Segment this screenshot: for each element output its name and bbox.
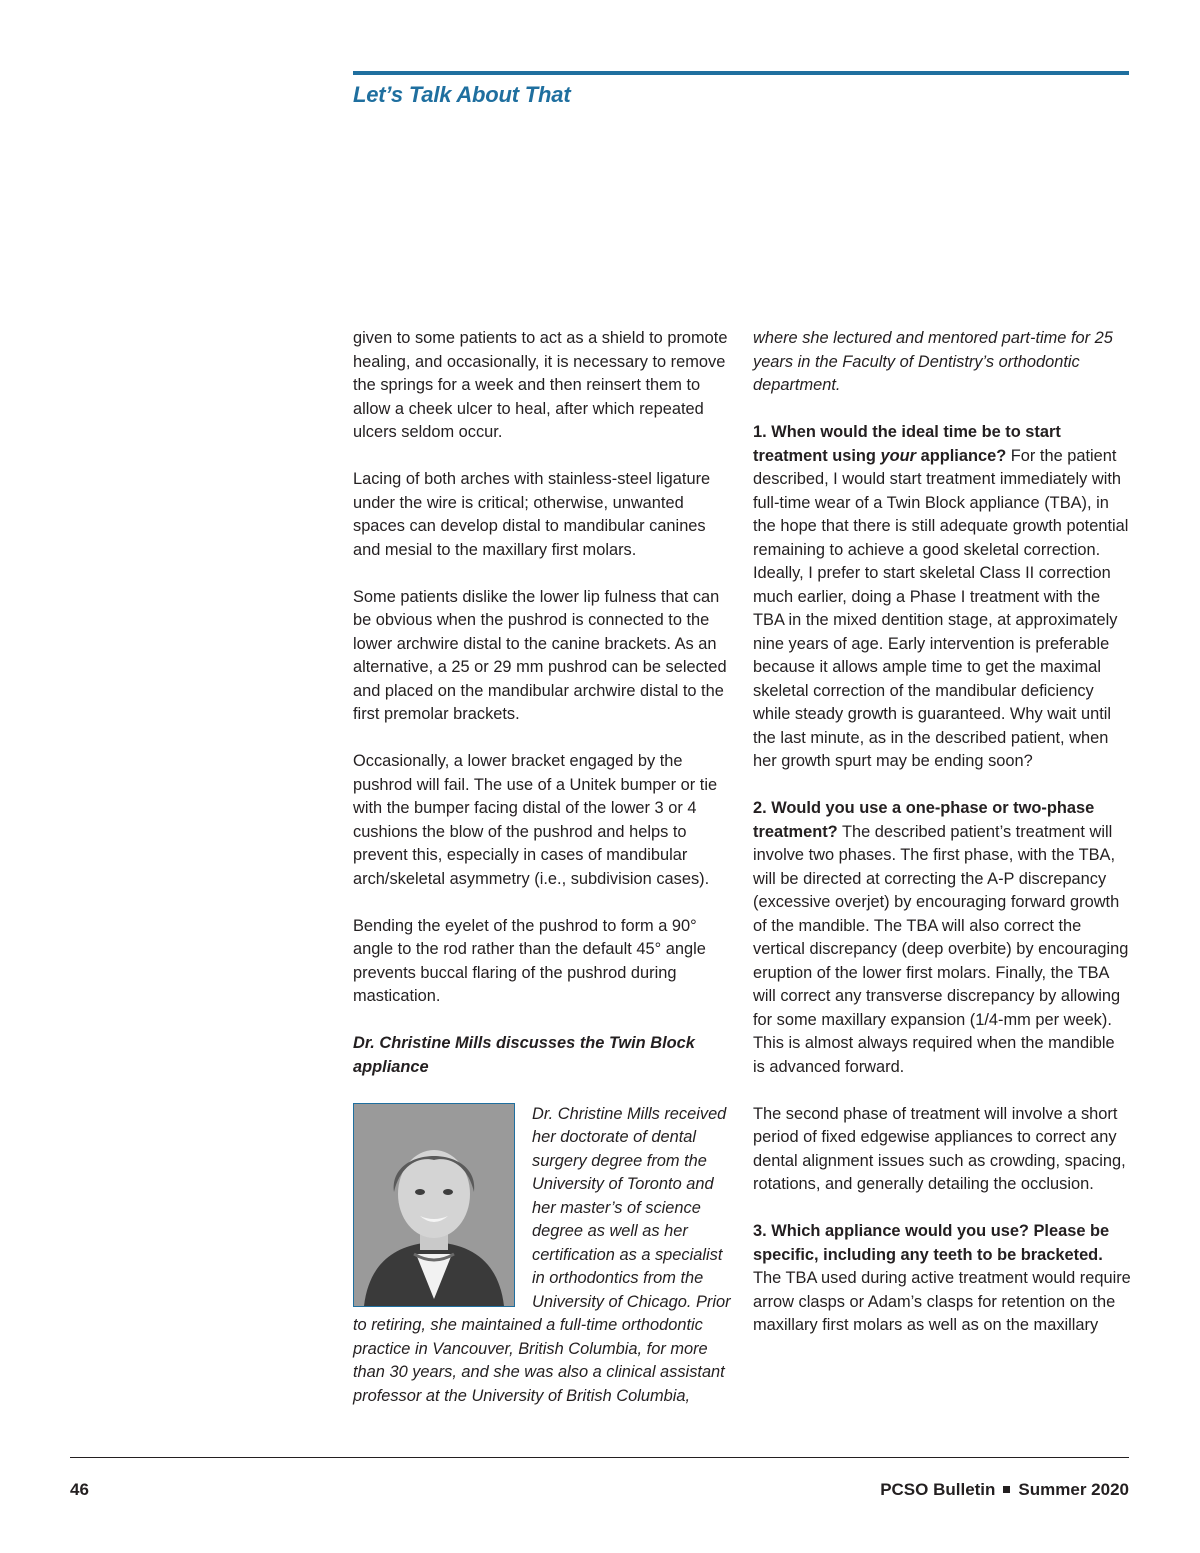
author-bio: Dr. Christine Mills received her doctorate of dental surgery degree from the University of Toronto and her master’s of science degree as well as her certification as a specialist in orthodontics from the University of Chicago. Prior to retiring, she maintained a full-time orthodontic practice in Vancouver, British Columbia, for more than 30 years, and she was also a clinical assistant professor at the University of British Columbia, (353, 1104, 731, 1405)
right-column (753, 327, 1131, 1361)
question-2-answer-continued: The second phase of treatment will involve a short period of fixed edgewise appliances to correct any dental alignment issues such as crowding, spacing, rotations, and generally detailing the occlusion. (753, 1104, 1126, 1193)
question-3 (753, 1220, 1131, 1338)
question-3-heading: 3. Which appliance would you use? Please be specific, including any teeth to be bracketed. (753, 1222, 1110, 1264)
question-3-answer: The TBA used during active treatment would require arrow clasps or Adam’s clasps for retention on the maxillary first molars as well as on the maxillary (753, 1269, 1131, 1334)
paragraph: Occasionally, a lower bracket engaged by the pushrod will fail. The use of a Unitek bumper or tie with the bumper facing distal of the lower 3 or 4 cushions the blow of the pushrod and helps to prevent this, especially in cases of mandibular arch/skeletal asymmetry (i.e., subdivision cases). (353, 752, 718, 888)
section-title: Let’s Talk About That (353, 82, 571, 107)
question-2-heading: 2. Would you use a one-phase or two-phase treatment? (753, 799, 1095, 841)
bio-heading: Dr. Christine Mills discusses the Twin Block appliance (353, 1034, 695, 1076)
author-bio-continued: where she lectured and mentored part-time for 25 years in the Faculty of Dentistry’s orthodontic department. (753, 329, 1113, 394)
paragraph: Lacing of both arches with stainless-steel ligature under the wire is critical; otherwise, unwanted spaces can develop distal to mandibular canines and mesial to the maxillary first molars. (353, 470, 711, 559)
paragraph: Some patients dislike the lower lip fulness that can be obvious when the pushrod is connected to the lower archwire distal to the canine brackets. As an alternative, a 25 or 29 mm pushrod can be selected and placed on the mandibular archwire distal to the first premolar brackets. (353, 587, 727, 723)
separator-square-icon (1003, 1486, 1010, 1493)
question-1 (753, 421, 1131, 774)
header-rule (353, 71, 1129, 75)
paragraph: given to some patients to act as a shield to promote healing, and occasionally, it is necessary to remove the springs for a week and then reinsert them to allow a cheek ulcer to heal, after which repeated ulcers seldom occur. (353, 329, 728, 441)
question-2-answer: The described patient’s treatment will involve two phases. The first phase, with the TBA, will be directed at correcting the A-P discrepancy (excessive overjet) by encouraging forward growth of the mandible. The TBA will also correct the vertical discrepancy (deep overbite) by encouraging eruption of the lower first molars. Finally, the TBA will correct any transverse discrepancy by allowing for some maxillary expansion (1/4-mm per week). This is almost always required when the mandible is advanced forward. (753, 822, 1129, 1076)
left-column (353, 327, 731, 1432)
footer-rule (70, 1457, 1129, 1458)
paragraph: Bending the eyelet of the pushrod to form a 90° angle to the rod rather than the default 45° angle prevents buccal flaring of the pushrod during mastication. (353, 916, 706, 1005)
publication-name: PCSO Bulletin (880, 1480, 996, 1499)
page-number: 46 (70, 1480, 89, 1499)
author-photo (353, 1103, 515, 1307)
publication-info (880, 1480, 1129, 1500)
question-1-answer: For the patient described, I would start treatment immediately with full-time wear of a Twin Block appliance (TBA), in the hope that there is still adequate growth potential remaining to achieve a good skeletal correction. Ideally, I prefer to start skeletal Class II correction much earlier, doing a Phase I treatment with the TBA in the mixed dentition stage, at approximately nine years of age. Early intervention is preferable because it allows ample time to get the maximal skeletal correction of the mandibular deficiency while steady growth is guaranteed. Why wait until the last minute, as in the described patient, when her growth spurt may be ending soon? (753, 446, 1129, 770)
question-1-heading: 1. When would the ideal time be to start treatment using your appliance? (753, 423, 1061, 465)
issue-date: Summer 2020 (1018, 1480, 1129, 1499)
question-2 (753, 797, 1131, 1079)
